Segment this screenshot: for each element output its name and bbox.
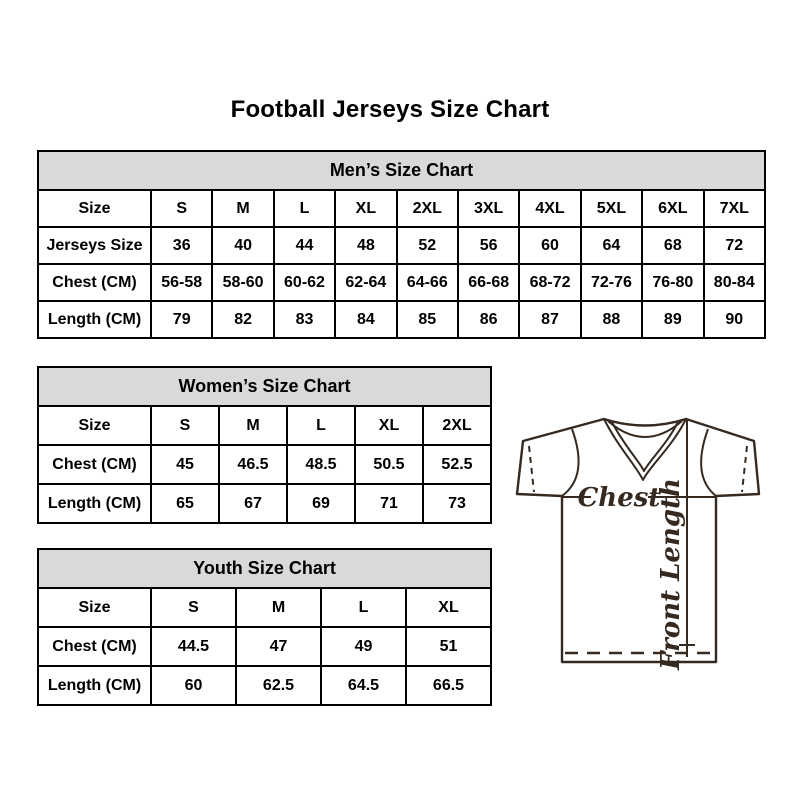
women-row-label: Length (CM) xyxy=(38,484,151,523)
women-cell: 73 xyxy=(423,484,491,523)
youth-title-row xyxy=(38,549,491,588)
men-cell: 40 xyxy=(212,227,273,264)
women-cell: 67 xyxy=(219,484,287,523)
men-cell: 88 xyxy=(581,301,642,338)
women-col-header: L xyxy=(287,406,355,445)
men-cell: 68 xyxy=(642,227,703,264)
women-row-1 xyxy=(38,445,491,484)
women-row-0 xyxy=(38,406,491,445)
women-title-row xyxy=(38,367,491,406)
youth-col-header: S xyxy=(151,588,236,627)
men-cell: 44 xyxy=(274,227,335,264)
youth-col-header: Size xyxy=(38,588,151,627)
youth-cell: 47 xyxy=(236,627,321,666)
men-cell: 86 xyxy=(458,301,519,338)
men-cell: 60-62 xyxy=(274,264,335,301)
youth-row-label: Chest (CM) xyxy=(38,627,151,666)
youth-col-header: L xyxy=(321,588,406,627)
youth-table-title: Youth Size Chart xyxy=(38,549,491,588)
men-cell: 87 xyxy=(519,301,580,338)
men-cell: 79 xyxy=(151,301,212,338)
women-row-label: Chest (CM) xyxy=(38,445,151,484)
men-col-header: M xyxy=(212,190,273,227)
front-length-measure-label: Front Length xyxy=(656,478,686,670)
men-cell: 90 xyxy=(704,301,765,338)
women-cell: 46.5 xyxy=(219,445,287,484)
jersey-measurement-diagram xyxy=(496,404,776,674)
women-col-header: S xyxy=(151,406,219,445)
men-cell: 52 xyxy=(397,227,458,264)
men-title-row xyxy=(38,151,765,190)
men-cell: 62-64 xyxy=(335,264,396,301)
men-cell: 56-58 xyxy=(151,264,212,301)
youth-cell: 66.5 xyxy=(406,666,491,705)
men-row-2 xyxy=(38,264,765,301)
youth-cell: 62.5 xyxy=(236,666,321,705)
youth-cell: 51 xyxy=(406,627,491,666)
youth-row-0 xyxy=(38,588,491,627)
men-row-label: Chest (CM) xyxy=(38,264,151,301)
page-title: Football Jerseys Size Chart xyxy=(230,96,550,123)
men-col-header: 7XL xyxy=(704,190,765,227)
men-cell: 64 xyxy=(581,227,642,264)
men-row-0 xyxy=(38,190,765,227)
youth-row-1 xyxy=(38,627,491,666)
youth-col-header: M xyxy=(236,588,321,627)
men-cell: 66-68 xyxy=(458,264,519,301)
men-col-header: 6XL xyxy=(642,190,703,227)
youth-cell: 49 xyxy=(321,627,406,666)
women-cell: 48.5 xyxy=(287,445,355,484)
women-cell: 71 xyxy=(355,484,423,523)
men-col-header: L xyxy=(274,190,335,227)
women-cell: 69 xyxy=(287,484,355,523)
youth-col-header: XL xyxy=(406,588,491,627)
women-col-header: Size xyxy=(38,406,151,445)
mens-size-table xyxy=(37,150,766,339)
men-cell: 56 xyxy=(458,227,519,264)
youth-size-table xyxy=(37,548,492,706)
women-col-header: XL xyxy=(355,406,423,445)
men-table-title: Men’s Size Chart xyxy=(38,151,765,190)
men-cell: 68-72 xyxy=(519,264,580,301)
women-cell: 45 xyxy=(151,445,219,484)
men-col-header: 2XL xyxy=(397,190,458,227)
men-cell: 64-66 xyxy=(397,264,458,301)
men-cell: 60 xyxy=(519,227,580,264)
womens-size-table xyxy=(37,366,492,524)
men-col-header: 4XL xyxy=(519,190,580,227)
men-cell: 84 xyxy=(335,301,396,338)
jersey-outline xyxy=(517,419,759,662)
youth-cell: 44.5 xyxy=(151,627,236,666)
women-cell: 52.5 xyxy=(423,445,491,484)
men-cell: 58-60 xyxy=(212,264,273,301)
men-cell: 48 xyxy=(335,227,396,264)
men-row-1 xyxy=(38,227,765,264)
chest-measure-label: Chest xyxy=(577,483,661,513)
youth-row-2 xyxy=(38,666,491,705)
men-cell: 89 xyxy=(642,301,703,338)
men-cell: 85 xyxy=(397,301,458,338)
men-cell: 83 xyxy=(274,301,335,338)
women-cell: 65 xyxy=(151,484,219,523)
men-row-3 xyxy=(38,301,765,338)
men-cell: 72-76 xyxy=(581,264,642,301)
men-cell: 76-80 xyxy=(642,264,703,301)
youth-row-label: Length (CM) xyxy=(38,666,151,705)
women-cell: 50.5 xyxy=(355,445,423,484)
women-col-header: 2XL xyxy=(423,406,491,445)
men-cell: 80-84 xyxy=(704,264,765,301)
men-col-header: Size xyxy=(38,190,151,227)
men-cell: 36 xyxy=(151,227,212,264)
men-cell: 72 xyxy=(704,227,765,264)
youth-cell: 64.5 xyxy=(321,666,406,705)
men-col-header: 3XL xyxy=(458,190,519,227)
men-col-header: 5XL xyxy=(581,190,642,227)
men-col-header: XL xyxy=(335,190,396,227)
men-row-label: Length (CM) xyxy=(38,301,151,338)
women-col-header: M xyxy=(219,406,287,445)
men-col-header: S xyxy=(151,190,212,227)
women-table-title: Women’s Size Chart xyxy=(38,367,491,406)
men-cell: 82 xyxy=(212,301,273,338)
women-row-2 xyxy=(38,484,491,523)
men-row-label: Jerseys Size xyxy=(38,227,151,264)
youth-cell: 60 xyxy=(151,666,236,705)
